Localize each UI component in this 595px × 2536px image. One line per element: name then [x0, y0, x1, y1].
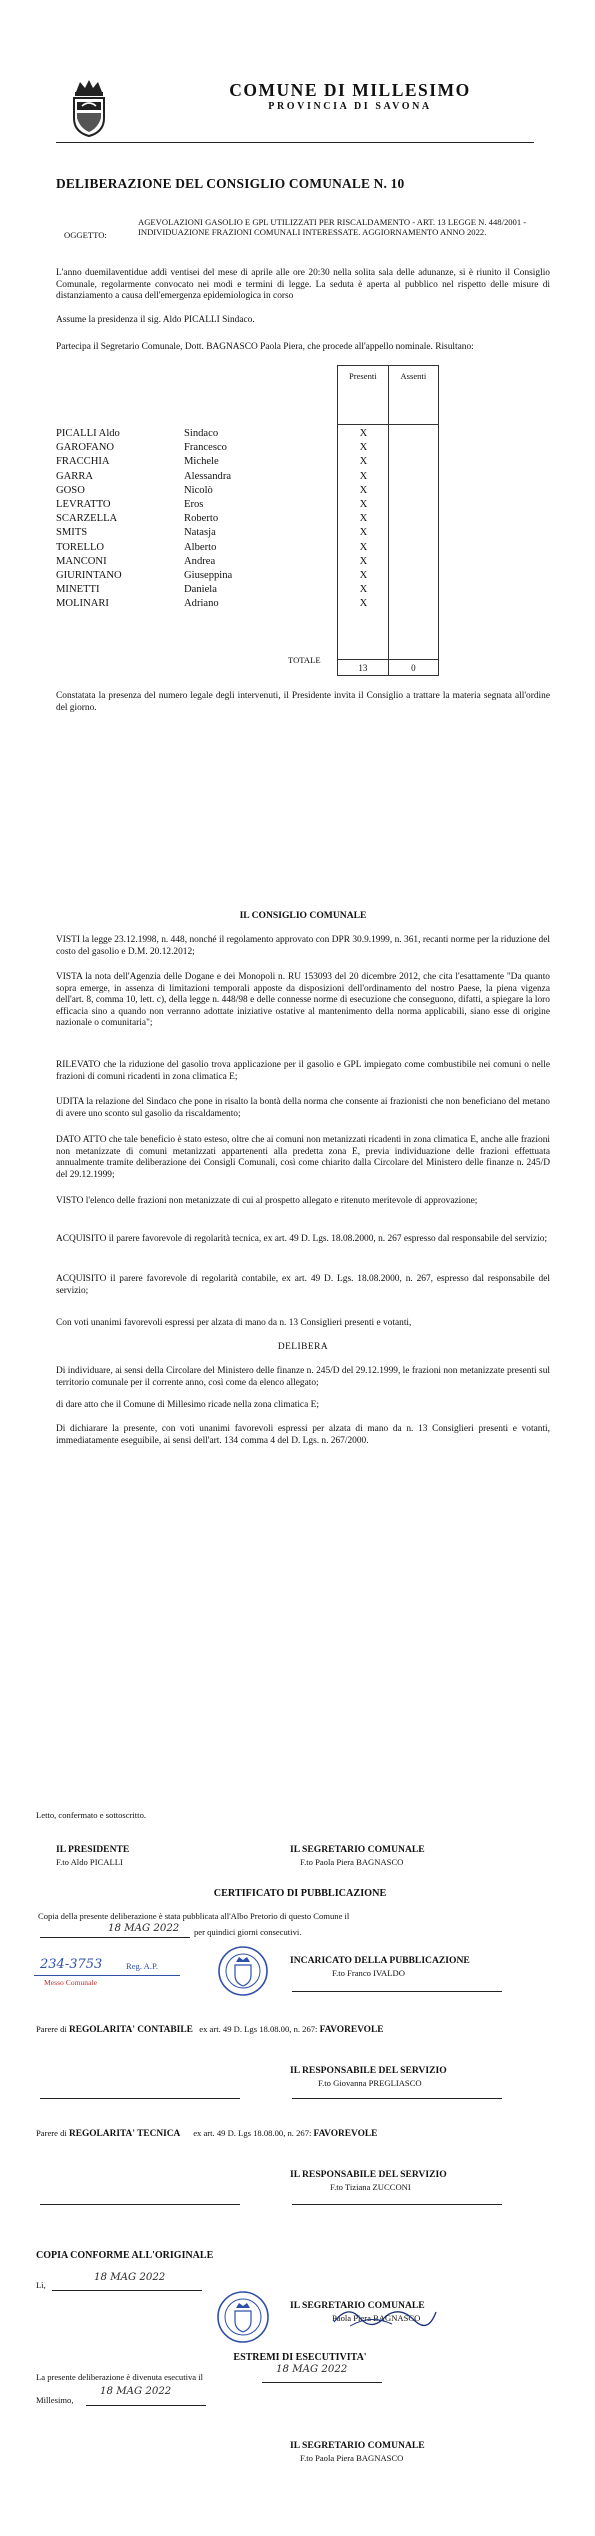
voti-paragraph: Con voti unanimi favorevoli espressi per alzata di mano da n. 13 Consiglieri presenti e votanti,: [56, 1318, 412, 1328]
attendance-cognome: TORELLO: [56, 541, 105, 553]
incaricato-title: INCARICATO DELLA PUBBLICAZIONE: [290, 1955, 470, 1966]
dato-atto-paragraph: DATO ATTO che tale beneficio è stato esteso, oltre che ai comuni non metanizzati ricadenti in zona climatica E, anche alle frazioni non metanizzate di comuni metanizzati appartenenti alla predetta zona E, previa individuazione delle frazioni effettuata annualmente tramite deliberazione dei Consigli Comunali, così come chiarito dalla Circolare del Ministero delle finanze n. 245/D del 29.12.1999;: [56, 1135, 550, 1180]
attendance-cognome: PICALLI Aldo: [56, 428, 120, 439]
attendance-presente: X: [359, 527, 368, 539]
segretario-name: F.to Paola Piera BAGNASCO: [300, 1857, 404, 1867]
attendance-presente: X: [359, 570, 368, 581]
attendance-nome: Giuseppina: [184, 570, 233, 581]
incaricato-name: F.to Franco IVALDO: [332, 1968, 405, 1978]
col-header-assenti: Assenti: [388, 366, 438, 425]
attendance-presente: X: [359, 428, 368, 439]
comune-name: COMUNE DI MILLESIMO: [229, 80, 471, 100]
reg-stamp: [34, 1955, 184, 1991]
attendance-nome: Alberto: [184, 541, 217, 553]
attendance-presente: X: [359, 484, 368, 496]
attendance-presente: X: [359, 456, 368, 468]
attendance-cognome: MINETTI: [56, 584, 100, 596]
page-title: DELIBERAZIONE DEL CONSIGLIO COMUNALE N. 10: [56, 176, 405, 191]
attendance-presente: X: [359, 584, 368, 596]
li-label: Lì,: [36, 2280, 46, 2290]
attendance-presente: X: [359, 541, 368, 553]
provincia-name: PROVINCIA DI SAVONA: [268, 101, 432, 112]
messo-label: Messo Comunale: [44, 1978, 97, 1987]
seal-stamp-icon: [217, 1945, 269, 1997]
intro-paragraph: L'anno duemilaventidue addì ventisei del mese di aprile alle ore 20:30 nella solita sala delle adunanze, si è riunito il Consiglio Comunale, regolarmente convocato nei modi e termini di legge. La seduta è aperta al pubblico nel rispetto delle misure di distanziamento a causa dell'emergenza epidemiologica in corso: [56, 268, 550, 302]
attendance-presente: X: [359, 513, 368, 525]
attendance-cognome: GOSO: [56, 484, 85, 496]
header-rule: [56, 142, 534, 143]
final-segretario-title: IL SEGRETARIO COMUNALE: [290, 2440, 425, 2451]
esecutiva-line: La presente deliberazione è divenuta esecutiva il: [36, 2372, 204, 2382]
attendance-presente: X: [359, 598, 368, 610]
visti-paragraph: VISTI la legge 23.12.1998, n. 448, nonché il regolamento approvato con DPR 30.9.1999, n. 361, recanti norme per la riduzione del costo del gasolio e D.M. 20.12.2012;: [56, 935, 550, 957]
pubblicazione-date-stamp: 18 MAG 2022: [108, 1923, 180, 1934]
attendance-cognome: MANCONI: [56, 555, 107, 567]
attendance-cognome: GAROFANO: [56, 442, 115, 454]
presidente-name: F.to Aldo PICALLI: [56, 1857, 123, 1867]
copia-heading: COPIA CONFORME ALL'ORIGINALE: [36, 2250, 214, 2261]
tecnica-resp-name: F.to Tiziana ZUCCONI: [330, 2182, 411, 2192]
udita-paragraph: UDITA la relazione del Sindaco che pone in risalto la bontà della norma che consente ai frazionisti che non beneficiano del metano di avere uno sconto sul gasolio da riscaldamento;: [56, 1097, 550, 1119]
parere-tecnica-line: Parere di REGOLARITA' TECNICA ex art. 49 D. Lgs 18.08.00, n. 267: FAVOREVOLE: [36, 2128, 378, 2139]
reg-label: Reg. A.P.: [126, 1961, 158, 1971]
copia-seal-icon: [216, 2290, 270, 2344]
letto-line: Letto, confermato e sottoscritto.: [36, 1810, 147, 1820]
attendance-nome: Natasja: [184, 527, 216, 539]
attendance-presente: X: [359, 442, 368, 454]
attendance-nome: Daniela: [184, 584, 217, 596]
consiglio-heading: IL CONSIGLIO COMUNALE: [239, 910, 367, 921]
delibera-heading: DELIBERA: [277, 1342, 329, 1352]
totale-label: TOTALE: [288, 655, 321, 665]
segretario-signature-icon: [330, 2300, 440, 2332]
li-date-stamp: 18 MAG 2022: [94, 2272, 166, 2283]
attendance-nome: Andrea: [184, 555, 216, 567]
oggetto-text: AGEVOLAZIONI GASOLIO E GPL UTILIZZATI PER RISCALDAMENTO - ART. 13 LEGGE N. 448/2001 - INDIVIDUAZIONE FRAZIONI COMUNALI INTERESSATE. AGGIORNAMENTO ANNO 2022.: [138, 217, 527, 237]
attendance-cognome: GIURINTANO: [56, 570, 122, 581]
attendance-cognome: MOLINARI: [56, 598, 109, 610]
contabile-resp-name: F.to Giovanna PREGLIASCO: [318, 2078, 422, 2088]
attendance-nome: Roberto: [184, 513, 219, 525]
attendance-nome: Nicolò: [184, 484, 213, 496]
coat-of-arms-icon: [68, 78, 110, 138]
millesimo-date-stamp: 18 MAG 2022: [100, 2386, 172, 2397]
acquisito-tecnica-paragraph: ACQUISITO il parere favorevole di regolarità tecnica, ex art. 49 D. Lgs. 18.08.2000, n. 267 espresso dal responsabile del servizio;: [56, 1234, 548, 1244]
pubblicazione-date-rule: [40, 1937, 190, 1938]
tecnica-resp-title: IL RESPONSABILE DEL SERVIZIO: [290, 2169, 447, 2180]
copia-segretario-name: Paola Piera BAGNASCO: [332, 2313, 421, 2323]
attendance-presente: X: [359, 470, 368, 482]
rilevato-paragraph: RILEVATO che la riduzione del gasolio trova applicazione per il gasolio e GPL impiegato come combustibile nei comuni o nelle frazioni di comuni ricadenti in zona climatica E;: [56, 1060, 550, 1082]
attendance-nome: Alessandra: [184, 470, 232, 482]
acquisito-contabile-paragraph: ACQUISITO il parere favorevole di regolarità contabile, ex art. 49 D. Lgs. 18.08.2000, n. 267, espresso dal responsabile del servizio;: [56, 1274, 550, 1296]
vista-paragraph: VISTA la nota dell'Agenzia delle Dogane e dei Monopoli n. RU 153093 del 20 dicembre 2012, che cita l'esattamente "Da quanto sopra emerge, in assenza di limitazioni temporali apposte da disposizioni dell'ordinamento del nostro Paese, la piena vigenza dell'art. 8, comma 10, lett. c), della legge n. 448/98 e delle connesse norme di esecuzione che conseguono, difatti, a spiegare la loro efficacia sino a quando non verranno adottate iniziative ostative al mantenimento della norma applicabili, siano esse di origine nazionale o comunitaria";: [56, 972, 550, 1029]
attendance-presente: X: [359, 499, 368, 510]
attendance-cognome: GARRA: [56, 470, 94, 482]
visto-paragraph: VISTO l'elenco delle frazioni non metanizzate di cui al prospetto allegato e ritenuto meritevole di approvazione;: [56, 1196, 478, 1206]
totale-presenti: 13: [338, 660, 389, 676]
oggetto-label: OGGETTO:: [64, 230, 107, 240]
pubblicazione-line-2: per quindici giorni consecutivi.: [194, 1927, 302, 1937]
attendance-nome: Michele: [184, 456, 219, 468]
delibera-item-3: Di dichiarare la presente, con voti unanimi favorevoli espressi per alzata di mano da n. 13 Consiglieri presenti e votanti, immediatamente eseguibile, ai sensi dell'art. 134 comma 4 del D. Lgs. n. 267/2000.: [56, 1424, 550, 1446]
constatata-paragraph: Constatata la presenza del numero legale degli intervenuti, il Presidente invita il Consiglio a trattare la materia segnata all'ordine del giorno.: [56, 691, 550, 713]
attendance-nome: Francesco: [184, 442, 227, 454]
final-segretario-name: F.to Paola Piera BAGNASCO: [300, 2453, 404, 2463]
millesimo-label: Millesimo,: [36, 2395, 74, 2405]
attendance-cognome: LEVRATTO: [56, 499, 111, 510]
presidente-title: IL PRESIDENTE: [56, 1844, 130, 1855]
esecutiva-date-stamp: 18 MAG 2022: [276, 2364, 348, 2375]
attendance-presente: X: [359, 555, 368, 567]
attendance-cognome: FRACCHIA: [56, 456, 110, 468]
segretario-title: IL SEGRETARIO COMUNALE: [290, 1844, 425, 1855]
copia-segretario-title: IL SEGRETARIO COMUNALE: [290, 2300, 425, 2311]
appello-paragraph: Partecipa il Segretario Comunale, Dott. BAGNASCO Paola Piera, che procede all'appello nominale. Risultano:: [56, 342, 474, 352]
attendance-nome: Adriano: [184, 598, 219, 610]
estremi-heading: ESTREMI DI ESECUTIVITA': [233, 2352, 367, 2363]
contabile-resp-title: IL RESPONSABILE DEL SERVIZIO: [290, 2065, 447, 2076]
reg-number: 234-3753: [40, 1957, 103, 1972]
attendance-cognome: SCARZELLA: [56, 513, 118, 525]
delibera-item-2: di dare atto che il Comune di Millesimo ricade nella zona climatica E;: [56, 1400, 319, 1410]
attendance-nome: Eros: [184, 499, 204, 510]
totale-assenti: 0: [388, 660, 438, 676]
presidenza-line: Assume la presidenza il sig. Aldo PICALLI Sindaco.: [56, 315, 255, 325]
delibera-item-1: Di individuare, ai sensi della Circolare del Ministero delle finanze n. 245/D del 29.12.1999, le frazioni non metanizzate presenti sul territorio comunale per il corrente anno, così come da elenco allegato;: [56, 1366, 550, 1388]
pubblicazione-line: Copia della presente deliberazione è stata pubblicata all'Albo Pretorio di questo Comune il: [38, 1911, 350, 1921]
pubblicazione-heading: CERTIFICATO DI PUBBLICAZIONE: [213, 1888, 387, 1899]
attendance-cognome: SMITS: [56, 527, 88, 539]
attendance-nome: Sindaco: [184, 428, 219, 439]
col-header-presenti: Presenti: [338, 366, 389, 425]
parere-contabile-line: Parere di REGOLARITA' CONTABILE ex art. 49 D. Lgs 18.08.00, n. 267: FAVOREVOLE: [36, 2024, 384, 2035]
